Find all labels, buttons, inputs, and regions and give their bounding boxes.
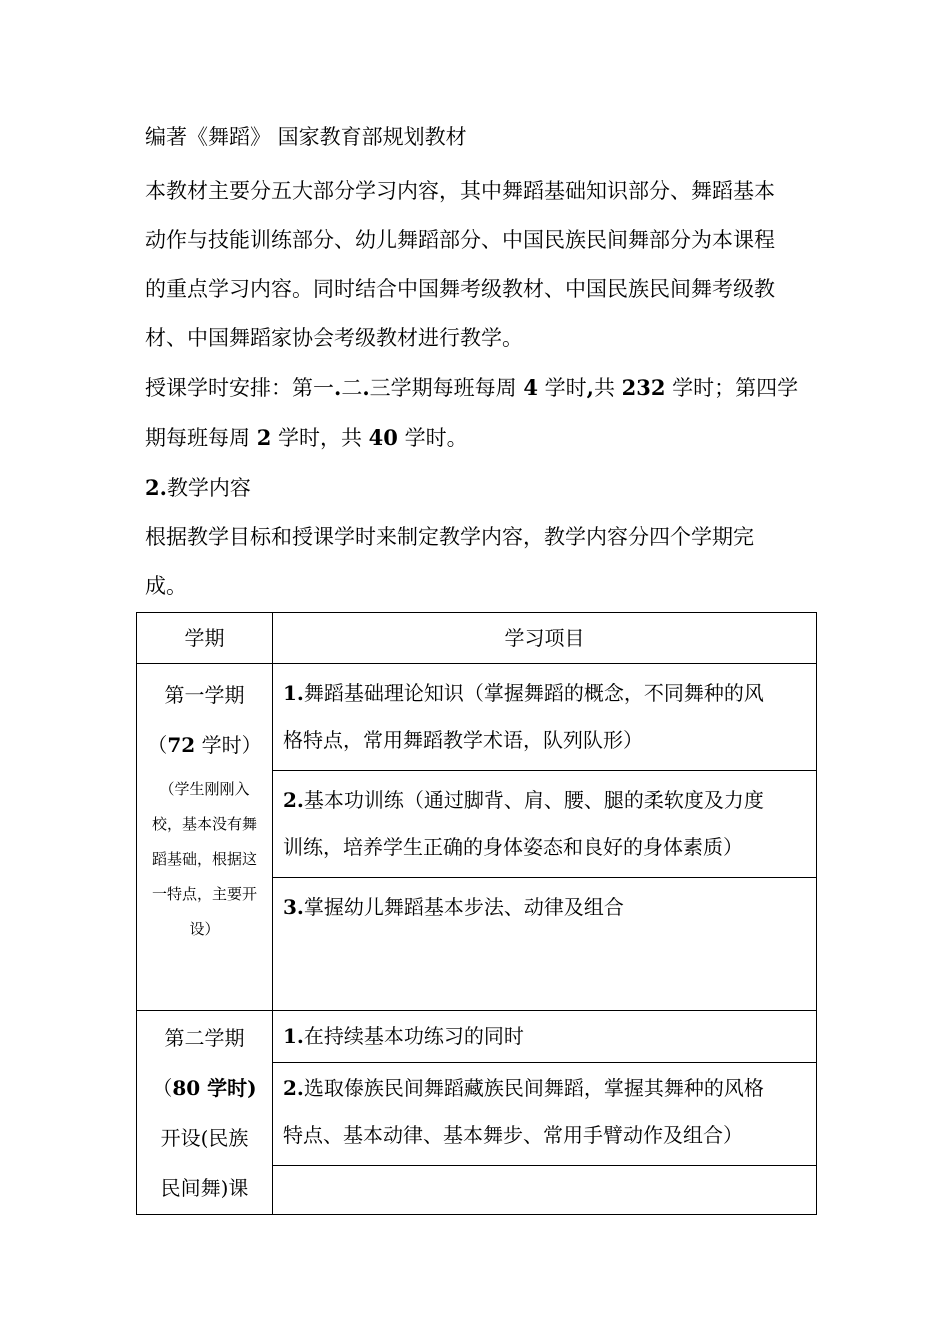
term1-hours: （72 学时） [147, 733, 262, 757]
header-term: 学期 [137, 613, 273, 664]
term2-line3: 开设(民族 [160, 1126, 249, 1150]
book-title-line: 编著《舞蹈》 国家教育部规划教材 [145, 125, 467, 149]
intro-line-1: 本教材主要分五大部分学习内容，其中舞蹈基础知识部分、舞蹈基本 [145, 179, 775, 203]
term1-cell [137, 664, 273, 1011]
term2-cell [137, 1011, 273, 1215]
hours-line-1: 授课学时安排：第一.二.三学期每班每周 4 学时,共 232 学时；第四学 [145, 375, 799, 400]
section-heading: 2.教学内容 [145, 475, 251, 500]
term2-item-3 [273, 1166, 817, 1215]
term1-item-2: 2.基本功训练（通过脚背、肩、腰、腿的柔软度及力度 训练，培养学生正确的身体姿态和良好的身体素质） [273, 771, 817, 878]
document-body [145, 118, 810, 611]
section-line-1: 根据教学目标和授课学时来制定教学内容，教学内容分四个学期完 [145, 525, 754, 549]
term1-item-3: 3.掌握幼儿舞蹈基本步法、动律及组合 [273, 878, 817, 1011]
term2-title: 第二学期 [164, 1026, 245, 1050]
term2-hours: （80 学时) [152, 1076, 257, 1100]
term2-line4: 民间舞)课 [160, 1176, 249, 1200]
curriculum-table [136, 612, 817, 1215]
intro-line-4: 材、中国舞蹈家协会考级教材进行教学。 [145, 326, 523, 350]
term2-item-1: 1.在持续基本功练习的同时 [273, 1011, 817, 1063]
term2-item-2: 2.选取傣族民间舞蹈藏族民间舞蹈，掌握其舞种的风格 特点、基本动律、基本舞步、常用手臂动作及组合） [273, 1063, 817, 1166]
intro-line-2: 动作与技能训练部分、幼儿舞蹈部分、中国民族民间舞部分为本课程 [145, 228, 775, 252]
table-row [137, 1011, 817, 1063]
section-line-2: 成。 [145, 574, 187, 598]
term1-note: （学生刚刚入 校，基本没有舞 蹈基础，根据这 一特点，主要开 设） [151, 780, 257, 938]
intro-line-3: 的重点学习内容。同时结合中国舞考级教材、中国民族民间舞考级教 [145, 277, 775, 301]
term1-item-1: 1.舞蹈基础理论知识（掌握舞蹈的概念，不同舞种的风 格特点，常用舞蹈教学术语，队列队形） [273, 664, 817, 771]
table-row [137, 664, 817, 771]
intro-paragraph [145, 167, 810, 611]
hours-line-2: 期每班每周 2 学时，共 40 学时。 [145, 425, 468, 450]
term1-title: 第一学期 [164, 683, 245, 707]
table-header-row [137, 613, 817, 664]
header-items: 学习项目 [273, 613, 817, 664]
